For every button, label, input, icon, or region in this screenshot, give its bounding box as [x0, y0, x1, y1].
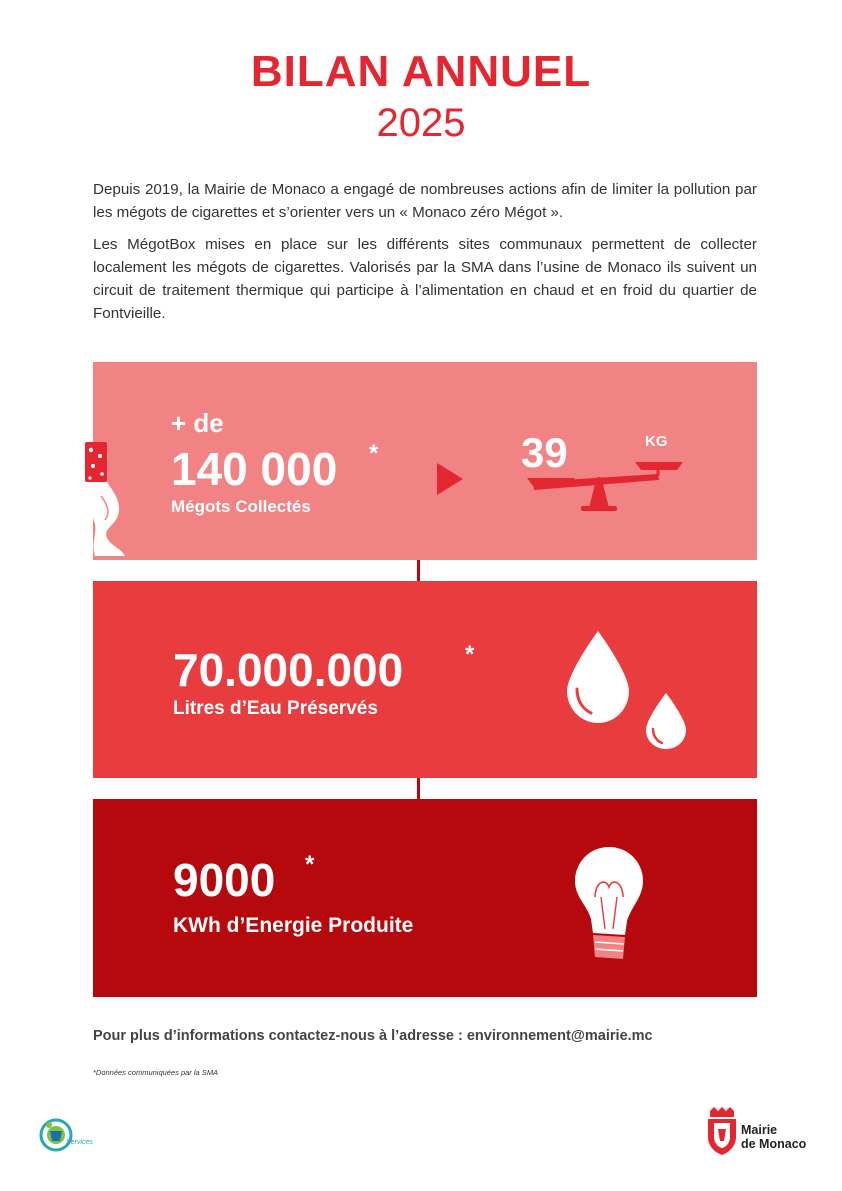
intro-paragraph-1: Depuis 2019, la Mairie de Monaco a engagé de nombreuses actions afin de limiter la pollution par les mégots de cigarettes et s’orienter vers un « Monaco zéro Mégot ».: [93, 181, 757, 221]
weight-value: 39: [521, 429, 568, 476]
light-bulb-icon: [571, 843, 647, 967]
page-title: BILAN ANNUEL: [250, 47, 592, 96]
stat-prefix: + de: [171, 408, 224, 438]
stat-panel-water: [93, 581, 757, 778]
mairie-line-2: de Monaco: [741, 1137, 807, 1151]
stat-panel-energy: [93, 799, 757, 997]
play-arrow-icon: [435, 461, 465, 497]
page-year: 2025: [376, 101, 466, 145]
intro-text: [93, 178, 757, 334]
cigarette-icon: [85, 434, 135, 560]
stat-asterisk: *: [369, 440, 379, 467]
stat-label-energy: KWh d’Energie Produite: [173, 914, 414, 937]
intro-paragraph-2: Les MégotBox mises en place sur les différents sites communaux permettent de collecter localement les mégots de cigarettes. Valorisés par la SMA dans l’usine de Monaco ils suivent un circuit de traitement thermique qui participe à l’alimentation en chaud et en froid du quartier de Fontvieille.: [93, 236, 757, 322]
connector-line: [417, 778, 420, 799]
services-logo-icon: [38, 1117, 104, 1153]
water-drop-icon: [643, 691, 689, 751]
services-label: Services: [66, 1139, 93, 1146]
stat-panel-butts: [93, 362, 757, 560]
services-logo: [38, 1117, 104, 1158]
stat-value-butts: 140 000: [171, 443, 338, 495]
monaco-logo: [706, 1107, 738, 1162]
stat-value-energy: 9000: [173, 854, 276, 906]
stat-asterisk: *: [305, 851, 315, 878]
stat-value-water: 70.000.000: [173, 644, 404, 696]
connector-line: [417, 560, 420, 581]
contact-text: Pour plus d’informations contactez-nous à l’adresse : environnement@mairie.mc: [93, 1028, 653, 1044]
water-drop-icon: [563, 629, 633, 725]
mairie-line-1: Mairie: [741, 1123, 778, 1137]
stat-asterisk: *: [465, 641, 475, 668]
mairie-label: [741, 1123, 806, 1151]
scale-icon: [525, 452, 685, 514]
stat-label-butts: Mégots Collectés: [171, 497, 311, 516]
monaco-crest-icon: [706, 1107, 738, 1157]
stat-label-water: Litres d’Eau Préservés: [173, 698, 378, 719]
footnote: *Données communiquées par la SMA: [93, 1068, 219, 1077]
weight-unit: KG: [645, 433, 668, 450]
